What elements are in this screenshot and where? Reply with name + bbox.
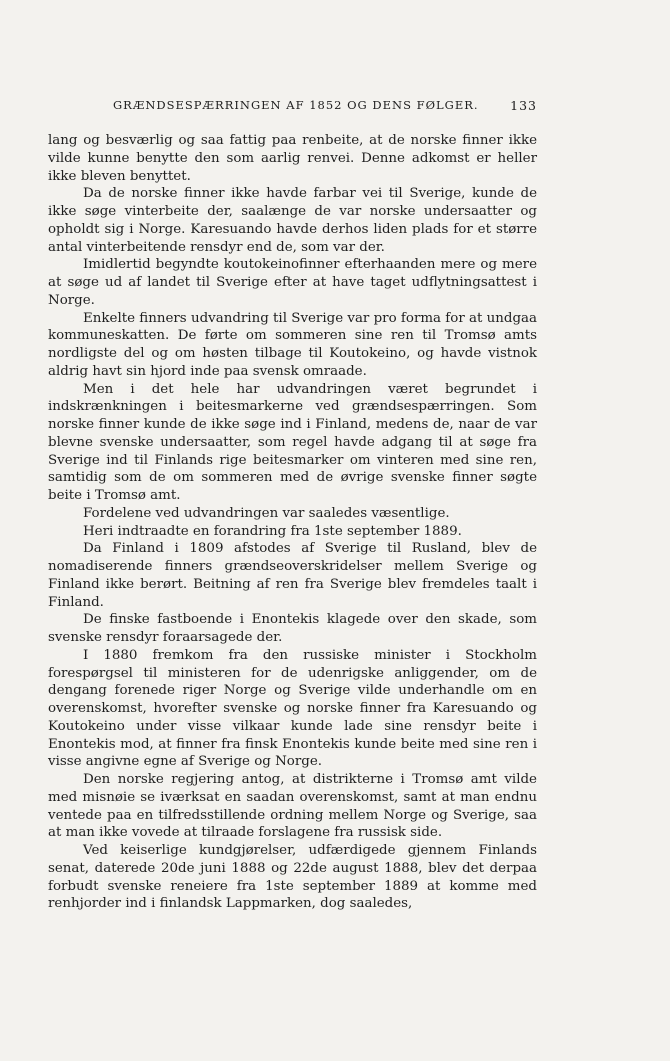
paragraph: De finske fastboende i Enontekis klagede over den skade, som svenske rensdyr foraarsagede der. bbox=[48, 612, 537, 645]
paragraph: Da Finland i 1809 afstodes af Sverige til Rusland, blev de nomadiserende finners grændseoverskridelser mellem Sverige og Finland ikke berørt. Beitning af ren fra Sverige blev fremdeles taalt i Finland. bbox=[48, 541, 537, 610]
page-number: 133 bbox=[510, 98, 537, 113]
paragraph: Enkelte finners udvandring til Sverige var pro forma for at undgaa kommuneskatten. De førte om sommeren sine ren til Tromsø amts nordligste del og om høsten tilbage til Koutokeino, og havde vistnok aldrig havt sin hjord inde paa svensk omraade. bbox=[48, 310, 537, 379]
page-header bbox=[48, 94, 537, 118]
paragraph: Men i det hele har udvandringen været begrundet i indskrænkningen i beitesmarkerne ved grændsespærringen. Som norske finner kunde de ikke søge ind i Finland, medens de, naar de var blevne svenske undersaatter, som regel havde adgang til at søge fra Sverige ind til Finlands rige beitesmarker om vinteren med sine ren, samtidig som de om sommeren med de øvrige svenske finner søgte beite i Tromsø amt. bbox=[48, 381, 537, 503]
running-title: GRÆNDSESPÆRRINGEN AF 1852 OG DENS FØLGER. bbox=[113, 98, 479, 112]
book-page bbox=[48, 94, 537, 913]
paragraph: Ved keiserlige kundgjørelser, udfærdigede gjennem Finlands senat, daterede 20de juni 1888 og 22de august 1888, blev det derpaa forbudt svenske reneiere fra 1ste september 1889 at komme med renhjorder ind i finlandsk Lappmarken, dog saaledes, bbox=[48, 843, 537, 912]
paragraph: Den norske regjering antog, at distrikterne i Tromsø amt vilde med misnøie se iværksat en saadan overenskomst, samt at man endnu ventede paa en tilfredsstillende ordning mellem Norge og Sverige, saa at man ikke vovede at tilraade forslagene fra russisk side. bbox=[48, 772, 537, 841]
paragraph: Fordelene ved udvandringen var saaledes væsentlige. bbox=[83, 505, 450, 521]
paragraph: Imidlertid begyndte koutokeinofinner efterhaanden mere og mere at søge ud af landet til Sverige efter at have taget udflytningsattest i Norge. bbox=[48, 257, 537, 308]
paragraph: Da de norske finner ikke havde farbar vei til Sverige, kunde de ikke søge vinterbeite der, saalænge de var norske undersaatter og opholdt sig i Norge. Karesuando havde derhos liden plads for et større antal vinterbeitende rensdyr end de, som var der. bbox=[48, 186, 537, 255]
paragraph: lang og besværlig og saa fattig paa renbeite, at de norske finner ikke vilde kunne benytte den som aarlig renvei. Denne adkomst er heller ikke bleven benyttet. bbox=[48, 133, 537, 184]
paragraph: Heri indtraadte en forandring fra 1ste september 1889. bbox=[83, 523, 462, 539]
page-body bbox=[48, 132, 537, 913]
paragraph: I 1880 fremkom fra den russiske minister i Stockholm forespørgsel til ministeren for de udenrigske anliggender, om de dengang forenede riger Norge og Sverige vilde underhandle om en overenskomst, hvorefter svenske og norske finner fra Karesuando og Koutokeino under visse vilkaar kunde lade sine rensdyr beite i Enontekis mod, at finner fra finsk Enontekis kunde beite med sine ren i visse angivne egne af Sverige og Norge. bbox=[48, 647, 537, 770]
